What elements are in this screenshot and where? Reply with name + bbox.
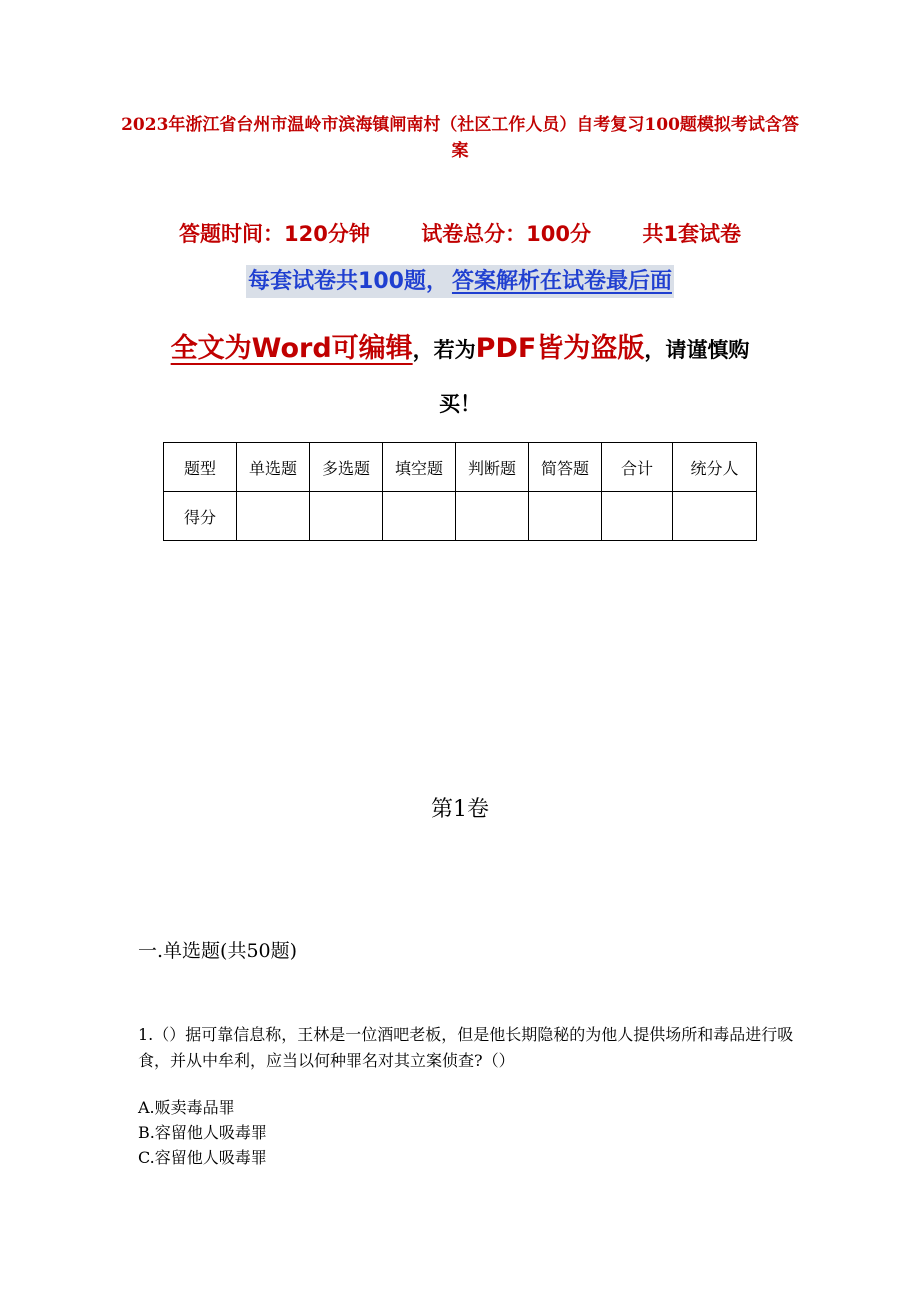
score-table-score-row <box>164 492 757 541</box>
notice-answer-location: 答案解析在试卷最后面 <box>450 265 674 298</box>
score-cell <box>383 492 456 541</box>
volume-heading: 第1卷 <box>431 797 489 822</box>
warning-caution: ，请谨慎购 <box>644 338 750 362</box>
warning-pdf-piracy: PDF皆为盗版 <box>475 333 645 364</box>
exam-set-count: 共1套试卷 <box>642 222 741 246</box>
exam-time: 答题时间：120分钟 <box>179 222 370 246</box>
warning-line <box>0 326 920 365</box>
header-short-answer: 简答题 <box>529 443 602 492</box>
header-single-choice: 单选题 <box>237 443 310 492</box>
row-label-score: 得分 <box>164 492 237 541</box>
header-type: 题型 <box>164 443 237 492</box>
warning-connector: ，若为 <box>412 338 476 362</box>
warning-word-editable: 全文为Word可编辑 <box>170 333 413 364</box>
document-title: 2023年浙江省台州市温岭市滨海镇闸南村（社区工作人员）自考复习100题模拟考试含答案 <box>121 115 799 161</box>
score-cell <box>310 492 383 541</box>
header-scorer: 统分人 <box>673 443 757 492</box>
score-cell <box>602 492 673 541</box>
score-cell <box>529 492 602 541</box>
exam-total-score: 试卷总分：100分 <box>421 222 592 246</box>
score-table <box>163 442 757 541</box>
header-fill-blank: 填空题 <box>383 443 456 492</box>
score-cell <box>237 492 310 541</box>
notice-question-count: 每套试卷共100题， <box>246 265 450 298</box>
header-multiple-choice: 多选题 <box>310 443 383 492</box>
header-true-false: 判断题 <box>456 443 529 492</box>
option-b: B.容留他人吸毒罪 <box>138 1123 267 1142</box>
score-cell <box>456 492 529 541</box>
option-a: A.贩卖毒品罪 <box>138 1098 235 1117</box>
option-c: C.容留他人吸毒罪 <box>138 1148 267 1167</box>
question-text: 1.（）据可靠信息称，王林是一位酒吧老板，但是他长期隐秘的为他人提供场所和毒品进行吸食，并从中牟利，应当以何种罪名对其立案侦查?（） <box>138 1025 794 1070</box>
score-table-header-row <box>164 443 757 492</box>
header-total: 合计 <box>602 443 673 492</box>
warning-line-end: 买！ <box>439 392 481 416</box>
section-heading: 一.单选题(共50题) <box>138 940 298 962</box>
notice-line <box>0 264 920 295</box>
exam-info <box>0 218 920 248</box>
score-cell <box>673 492 757 541</box>
